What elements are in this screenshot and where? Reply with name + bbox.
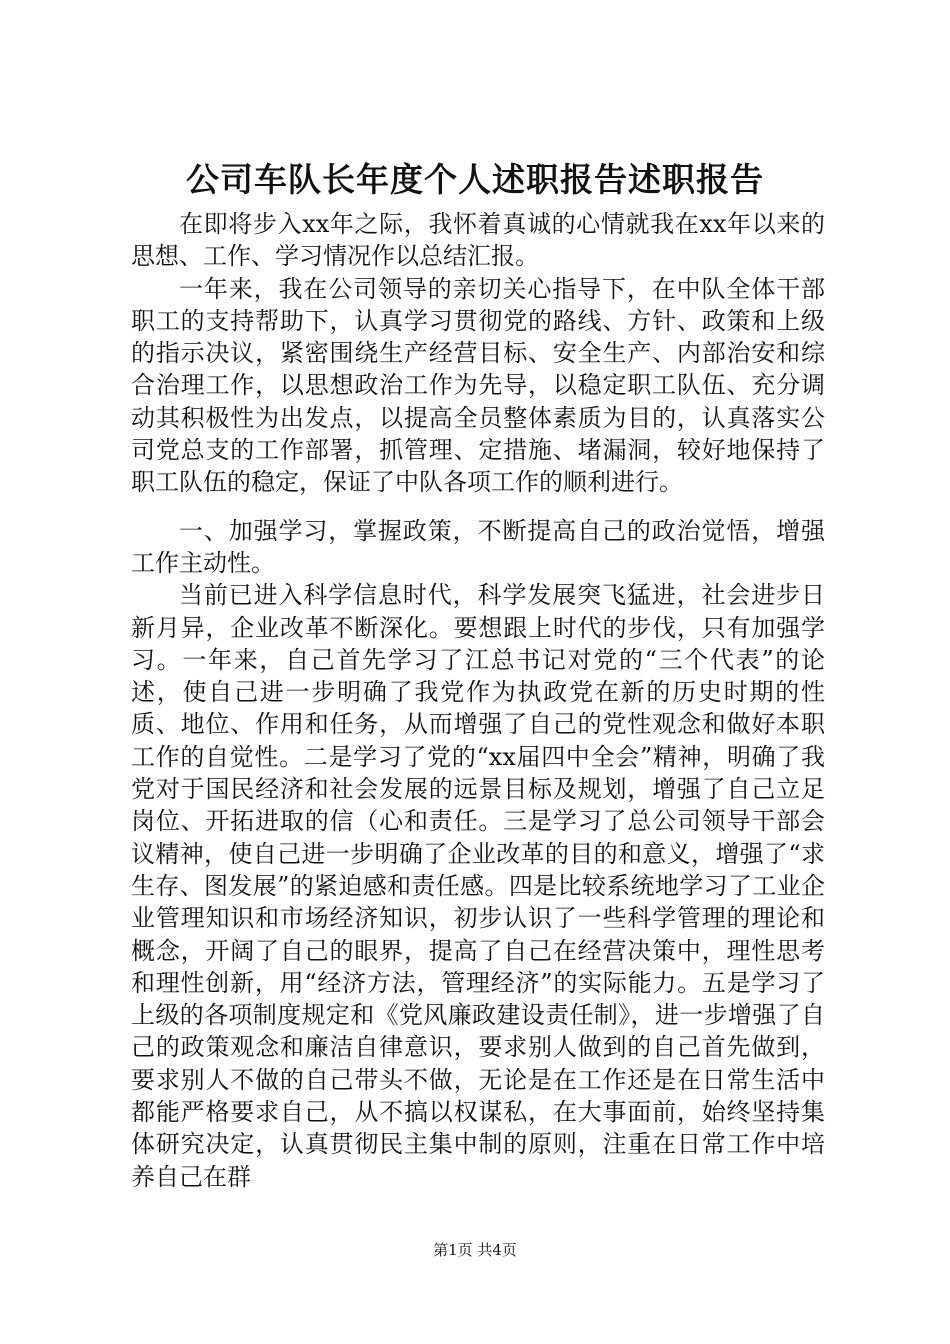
document-title: 公司车队长年度个人述职报告述职报告 bbox=[186, 160, 764, 199]
document-body bbox=[131, 208, 825, 1193]
paragraph-study: 当前已进入科学信息时代，科学发展突飞猛进，社会进步日新月异，企业改革不断深化。要想跟上时代的步伐，只有加强学习。一年来，自己首先学习了江总书记对党的“三个代表”的论述，使自己进一步明确了我党作为执政党在新的历史时期的性质、地位、作用和任务，从而增强了自己的党性观念和做好本职工作的自觉性。二是学习了党的“xx届四中全会”精神，明确了我党对于国民经济和社会发展的远景目标及规划，增强了自己立足岗位、开拓进取的信（心和责任。三是学习了总公司领导干部会议精神，使自己进一步明确了企业改革的目的和意义，增强了“求生存、图发展”的紧迫感和责任感。四是比较系统地学习了工业企业管理知识和市场经济知识，初步认识了一些科学管理的理论和概念，开阔了自己的眼界，提高了自己在经营决策中，理性思考和理性创新，用“经济方法，管理经济”的实际能力。五是学习了上级的各项制度规定和《党风廉政建设责任制》，进一步增强了自己的政策观念和廉洁自律意识，要求别人做到的自己首先做到，要求别人不做的自己带头不做，无论是在工作还是在日常生活中都能严格要求自己，从不搞以权谋私，在大事面前，始终坚持集体研究决定，认真贯彻民主集中制的原则，注重在日常工作中培养自己在群 bbox=[131, 581, 825, 1191]
paragraph-intro: 在即将步入xx年之际，我怀着真诚的心情就我在xx年以来的思想、工作、学习情况作以总结汇报。 bbox=[131, 210, 825, 271]
paragraph-overview: 一年来，我在公司领导的亲切关心指导下，在中队全体干部职工的支持帮助下，认真学习贯彻党的路线、方针、政策和上级的指示决议，紧密围绕生产经营目标、安全生产、内部治安和综合治理工作，以思想政治工作为先导，以稳定职工队伍、充分调动其积极性为出发点，以提高全员整体素质为目的，认真落实公司党总支的工作部署，抓管理、定措施、堵漏洞，较好地保持了职工队伍的稳定，保证了中队各项工作的顺利进行。 bbox=[131, 274, 825, 497]
page-footer: 第1页 共4页 bbox=[433, 1241, 517, 1259]
section-heading-1: 一、加强学习，掌握政策，不断提高自己的政治觉悟，增强工作主动性。 bbox=[131, 516, 825, 577]
